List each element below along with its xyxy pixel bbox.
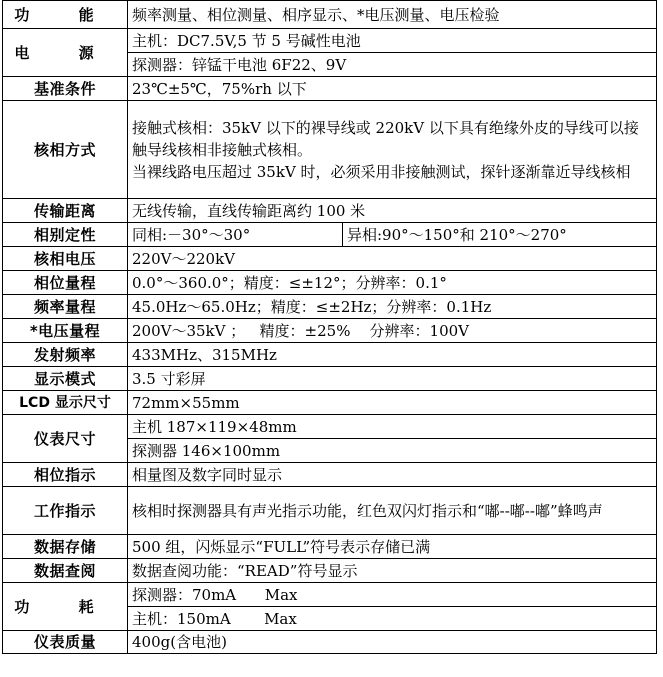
row-function xyxy=(3,1,657,29)
label-display: 显示模式 xyxy=(3,367,128,391)
value-power-host: 主机：DC7.5V,5 节 5 号碱性电池 xyxy=(128,29,657,53)
label-phase-range: 相位量程 xyxy=(3,271,128,295)
row-volt-range xyxy=(3,319,657,343)
value-tx-freq: 433MHz、315MHz xyxy=(128,343,657,367)
label-consumption: 功 耗 xyxy=(3,583,128,631)
label-tx-freq: 发射频率 xyxy=(3,343,128,367)
row-work-indicator xyxy=(3,487,657,535)
value-phase-voltage: 220V～220kV xyxy=(128,247,657,271)
value-phase-indicator: 相量图及数字同时显示 xyxy=(128,463,657,487)
label-phase-method: 核相方式 xyxy=(3,101,128,199)
value-storage: 500 组，闪烁显示“FULL”符号表示存储已满 xyxy=(128,535,657,559)
label-phase-indicator: 相位指示 xyxy=(3,463,128,487)
phase-method-contact: 接触式核相：35kV 以下的裸导线或 220kV 以下具有绝缘外皮的导线可以接触导线核相非接触式核相。 xyxy=(132,118,639,159)
label-work-indicator: 工作指示 xyxy=(3,487,128,535)
spec-table xyxy=(2,0,657,654)
label-mass: 仪表质量 xyxy=(3,631,128,654)
row-power-1 xyxy=(3,29,657,53)
value-phase-range: 0.0°～360.0°；精度：≤±12°；分辨率：0.1° xyxy=(128,271,657,295)
row-phase-judge xyxy=(3,223,657,247)
row-mass xyxy=(3,631,657,654)
row-freq-range xyxy=(3,295,657,319)
value-size-probe: 探测器 146×100mm xyxy=(128,439,657,463)
label-volt-range: *电压量程 xyxy=(3,319,128,343)
label-power: 电 源 xyxy=(3,29,128,77)
value-function: 频率测量、相位测量、相序显示、*电压测量、电压检验 xyxy=(128,1,657,29)
value-reference: 23℃±5℃，75%rh 以下 xyxy=(128,77,657,101)
value-phase-method xyxy=(128,101,657,199)
row-storage xyxy=(3,535,657,559)
label-size: 仪表尺寸 xyxy=(3,415,128,463)
label-distance: 传输距离 xyxy=(3,199,128,223)
row-lookup xyxy=(3,559,657,583)
value-freq-range: 45.0Hz～65.0Hz；精度：≤±2Hz；分辨率：0.1Hz xyxy=(128,295,657,319)
value-power-probe: 探测器：锌锰干电池 6F22、9V xyxy=(128,53,657,77)
value-lcd-size: 72mm×55mm xyxy=(128,391,657,415)
value-work-indicator: 核相时探测器具有声光指示功能，红色双闪灯指示和“嘟--嘟--嘟”蜂鸣声 xyxy=(128,487,657,535)
phase-method-noncontact: 当裸线路电压超过 35kV 时，必须采用非接触测试，探针逐渐靠近导线核相 xyxy=(132,162,631,181)
row-distance xyxy=(3,199,657,223)
label-freq-range: 频率量程 xyxy=(3,295,128,319)
label-lcd-size: LCD 显示尺寸 xyxy=(3,391,128,415)
row-phase-method xyxy=(3,101,657,199)
label-storage: 数据存储 xyxy=(3,535,128,559)
label-reference: 基准条件 xyxy=(3,77,128,101)
label-phase-judge: 相别定性 xyxy=(3,223,128,247)
row-size-1 xyxy=(3,415,657,439)
row-consumption-1 xyxy=(3,583,657,607)
row-phase-voltage xyxy=(3,247,657,271)
value-mass: 400g(含电池) xyxy=(128,631,657,654)
label-function: 功 能 xyxy=(3,1,128,29)
value-phase-diff: 异相:90°～150°和 210°～270° xyxy=(343,223,657,247)
row-display xyxy=(3,367,657,391)
row-reference xyxy=(3,77,657,101)
value-distance: 无线传输，直线传输距离约 100 米 xyxy=(128,199,657,223)
row-tx-freq xyxy=(3,343,657,367)
row-phase-range xyxy=(3,271,657,295)
value-lookup: 数据查阅功能：“READ”符号显示 xyxy=(128,559,657,583)
row-phase-indicator xyxy=(3,463,657,487)
value-consumption-host: 主机：150mA Max xyxy=(128,607,657,631)
value-size-host: 主机 187×119×48mm xyxy=(128,415,657,439)
row-lcd-size xyxy=(3,391,657,415)
value-display: 3.5 寸彩屏 xyxy=(128,367,657,391)
label-lookup: 数据查阅 xyxy=(3,559,128,583)
label-phase-voltage: 核相电压 xyxy=(3,247,128,271)
value-consumption-probe: 探测器：70mA Max xyxy=(128,583,657,607)
value-volt-range: 200V～35kV ； 精度：±25% 分辨率：100V xyxy=(128,319,657,343)
value-phase-same: 同相:－30°～30° xyxy=(128,223,343,247)
